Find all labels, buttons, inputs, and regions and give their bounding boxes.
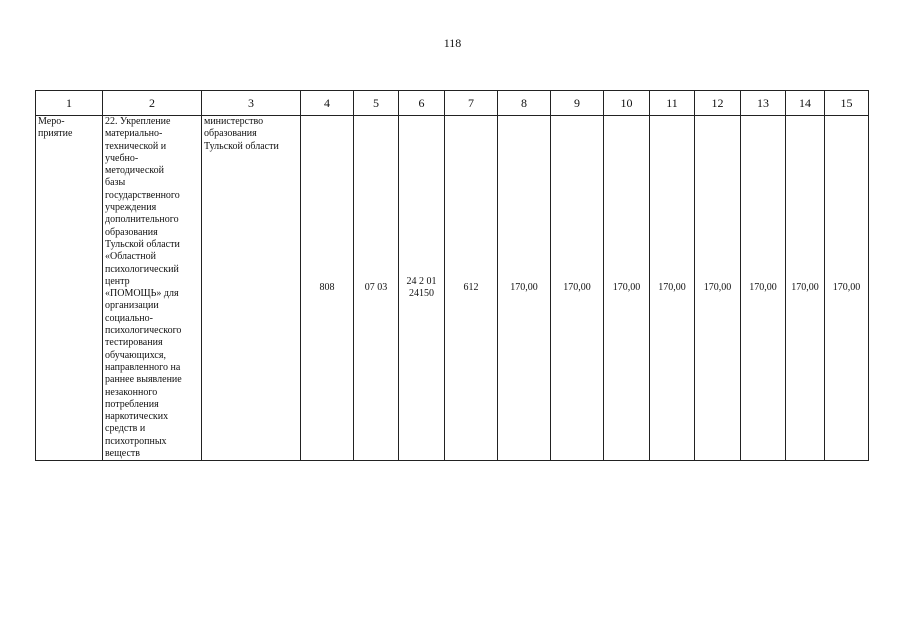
amount-value: 170,00 — [612, 282, 641, 294]
amount-value: 170,00 — [749, 282, 777, 294]
column-header-12: 12 — [695, 91, 741, 116]
column-header-5: 5 — [354, 91, 399, 116]
column-header-14: 14 — [786, 91, 825, 116]
column-header-3: 3 — [202, 91, 301, 116]
column-header-13: 13 — [741, 91, 786, 116]
page-number: 118 — [443, 36, 462, 50]
amount-value: 170,00 — [563, 282, 591, 294]
column-header-10: 10 — [604, 91, 650, 116]
row-name-cell — [103, 116, 202, 461]
column-header-11: 11 — [650, 91, 695, 116]
amount-cell — [741, 116, 786, 461]
column-header-2: 2 — [103, 91, 202, 116]
column-header-1: 1 — [36, 91, 103, 116]
row-grbs-cell — [301, 116, 354, 461]
amount-value: 170,00 — [703, 282, 732, 294]
amount-cell — [498, 116, 551, 461]
amount-cell — [604, 116, 650, 461]
column-header-9: 9 — [551, 91, 604, 116]
column-header-6: 6 — [399, 91, 445, 116]
column-header-8: 8 — [498, 91, 551, 116]
column-header-7: 7 — [445, 91, 498, 116]
row-rzpr: 07 03 — [364, 282, 388, 294]
amount-cell — [786, 116, 825, 461]
row-csr-cell — [399, 116, 445, 461]
amount-value: 170,00 — [791, 282, 819, 294]
row-rzpr-cell — [354, 116, 399, 461]
row-csr: 24 2 01 24150 — [406, 276, 437, 300]
row-vr-cell — [445, 116, 498, 461]
amount-cell — [551, 116, 604, 461]
table-row — [36, 116, 869, 461]
row-type-cell — [36, 116, 103, 461]
row-executor-cell — [202, 116, 301, 461]
column-header-15: 15 — [825, 91, 869, 116]
row-vr: 612 — [463, 282, 479, 294]
amount-value: 170,00 — [832, 282, 861, 294]
amount-cell — [650, 116, 695, 461]
column-header-4: 4 — [301, 91, 354, 116]
table-header — [36, 91, 869, 116]
amount-cell — [825, 116, 869, 461]
header-row — [36, 91, 869, 116]
row-type: Меро- приятие — [38, 116, 73, 140]
row-name: 22. Укрепление материально- технической и учебно- методической базы государственного учреждения дополнительного образования Тульской области «Областной психологический центр «ПОМОЩЬ» для организации социально- психологического тестирования обучающихся, направленного на раннее выявление незаконного потребления наркотических средств и психотропных веществ — [105, 116, 182, 460]
budget-table — [35, 90, 869, 461]
row-executor: министерство образования Тульской области — [204, 116, 279, 152]
amount-value: 170,00 — [510, 282, 538, 294]
row-grbs: 808 — [319, 282, 335, 294]
amount-cell — [695, 116, 741, 461]
amount-value: 170,00 — [658, 282, 686, 294]
